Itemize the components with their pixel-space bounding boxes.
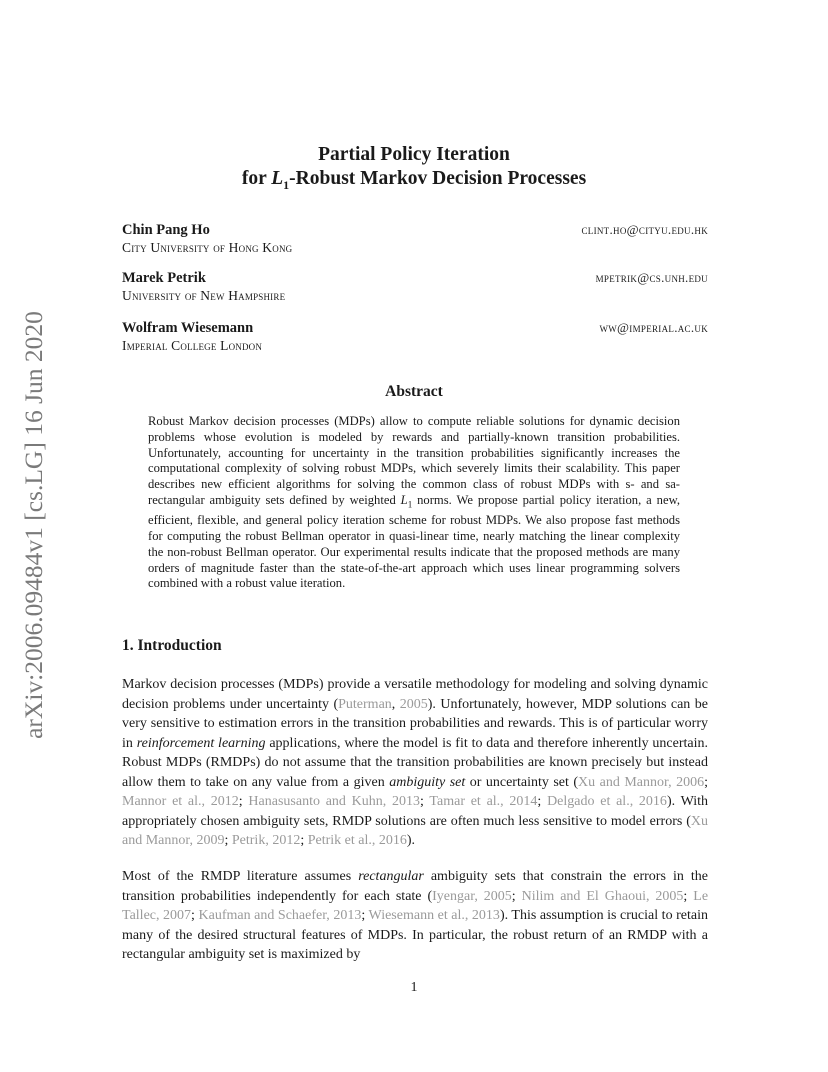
text-run: , (391, 696, 400, 712)
citation-link[interactable]: Xu and Mannor, 2006 (578, 774, 705, 790)
intro-paragraph-1 (122, 675, 708, 851)
citation-link[interactable]: Xu and Mannor, 2009 (122, 813, 708, 848)
text-run: ; (191, 908, 199, 923)
text-run: ; (537, 794, 548, 809)
title-line-1: Partial Policy Iteration (318, 144, 510, 165)
emphasis: ambiguity set (389, 774, 466, 790)
author-email[interactable]: ww@imperial.ac.uk (599, 320, 708, 335)
title-line-2 (0, 167, 828, 197)
text-run: Most of the RMDP literature assumes (122, 869, 359, 884)
text-run: ; (300, 833, 308, 848)
paper-title (0, 143, 828, 197)
citation-link[interactable]: Mannor et al., 2012 (122, 794, 239, 809)
citation-link[interactable]: Kaufman and Schaefer, 2013 (198, 908, 362, 923)
citation-link[interactable]: Petrik et al., 2016 (307, 833, 407, 848)
abstract-math-sub: 1 (407, 499, 413, 510)
text-run: ; (511, 888, 522, 904)
author-affiliation: University of New Hampshire (122, 288, 286, 303)
citation-link[interactable]: Petrik, 2012 (231, 833, 301, 848)
text-run: ). (406, 833, 416, 848)
citation-link[interactable]: Delgado et al., 2016 (547, 794, 667, 809)
author-block-2 (122, 269, 708, 305)
author-affiliation: City University of Hong Kong (122, 240, 293, 255)
text-run: ; (224, 833, 232, 848)
author-affiliation: Imperial College London (122, 338, 263, 353)
emphasis: rectangular (358, 869, 424, 884)
text-run: ; (704, 774, 708, 790)
citation-link[interactable]: Nilim and El Ghaoui, 2005 (521, 888, 684, 904)
citation-link[interactable]: Le Tallec, 2007 (122, 888, 709, 923)
abstract-text-1: Robust Markov decision processes (MDPs) allow to compute reliable solutions for dynamic decision problems whose evolution is modeled by rewards and partially-known transition probabilities. Unfortunately, accounting for uncertainty in the transition probabilities significantly increases the computational complexity of solving robust MDPs, which severely limits their scalability. This paper describes new efficient algorithms for solving the common class of robust MDPs with s- and sa-rectangular ambiguity sets defined by weighted (148, 414, 680, 507)
abstract-math-l: L (400, 492, 408, 507)
text-run: ambiguity sets that constrain the errors in the transition probabilities independently for each state ( (122, 869, 709, 904)
section-heading-introduction: 1. Introduction (122, 637, 222, 654)
text-run: ; (238, 794, 249, 809)
author-email[interactable]: clint.ho@cityu.edu.hk (581, 222, 708, 237)
title-math-sub: 1 (283, 177, 290, 192)
text-run: ; (683, 888, 694, 904)
emphasis: reinforcement learning (136, 735, 266, 751)
text-run: ). Unfortunately, however, MDP solutions can be very sensitive to estimation errors in the transition probabilities and rewards. This is of particular worry in (122, 696, 708, 751)
author-block-1 (122, 221, 708, 257)
page-number: 1 (410, 980, 418, 995)
author-name: Marek Petrik (122, 270, 206, 286)
text-run: ; (361, 908, 369, 923)
author-name: Chin Pang Ho (122, 222, 210, 238)
abstract-text-2: norms. We propose partial policy iteration, a new, efficient, flexible, and general policy iteration scheme for robust MDPs. We also propose fast methods for computing the robust Bellman operator in quasi-linear time, nearly matching the linear complexity the non-robust Bellman operator. Our experimental results indicate that the proposed methods are many orders of magnitude faster than the state-of-the-art approach which uses linear programming solvers combined with a robust value iteration. (148, 492, 680, 591)
title-suffix: -Robust Markov Decision Processes (289, 168, 587, 189)
author-block-3 (122, 319, 708, 355)
text-run: or uncertainty set ( (465, 774, 579, 790)
text-run: Markov decision processes (MDPs) provide a versatile methodology for modeling and solving dynamic decision problems under uncertainty ( (122, 677, 708, 712)
title-math-l: L (271, 168, 284, 189)
citation-link[interactable]: Puterman (338, 696, 392, 712)
author-name: Wolfram Wiesemann (122, 320, 254, 336)
intro-paragraph-2 (122, 867, 708, 965)
text-run: applications, where the model is fit to data and therefore inherently uncertain. Robust MDPs (RMDPs) do not assume that the transition probabilities are known precisely but instead allow them to take on any value from a given (122, 735, 709, 790)
text-run: ; (420, 794, 430, 809)
citation-link[interactable]: Hanasusanto and Kuhn, 2013 (248, 794, 421, 809)
citation-link[interactable]: 2005 (399, 696, 428, 712)
citation-link[interactable]: Tamar et al., 2014 (429, 794, 538, 809)
abstract-heading: Abstract (385, 383, 443, 400)
text-run: ). With appropriately chosen ambiguity sets, RMDP solutions are often much less sensitive to model errors ( (122, 794, 709, 829)
abstract-body (148, 414, 680, 592)
citation-link[interactable]: Iyengar, 2005 (432, 888, 512, 904)
arxiv-identifier: arXiv:2006.09484v1 [cs.LG] 16 Jun 2020 (19, 311, 48, 739)
citation-link[interactable]: Wiesemann et al., 2013 (368, 908, 500, 923)
text-run: ). This assumption is crucial to retain many of the desired structural features of MDPs. In particular, the robust return of an RMDP with a rectangular ambiguity set is maximized by (122, 908, 708, 962)
title-prefix: for (241, 168, 272, 189)
author-email[interactable]: mpetrik@cs.unh.edu (595, 270, 708, 285)
